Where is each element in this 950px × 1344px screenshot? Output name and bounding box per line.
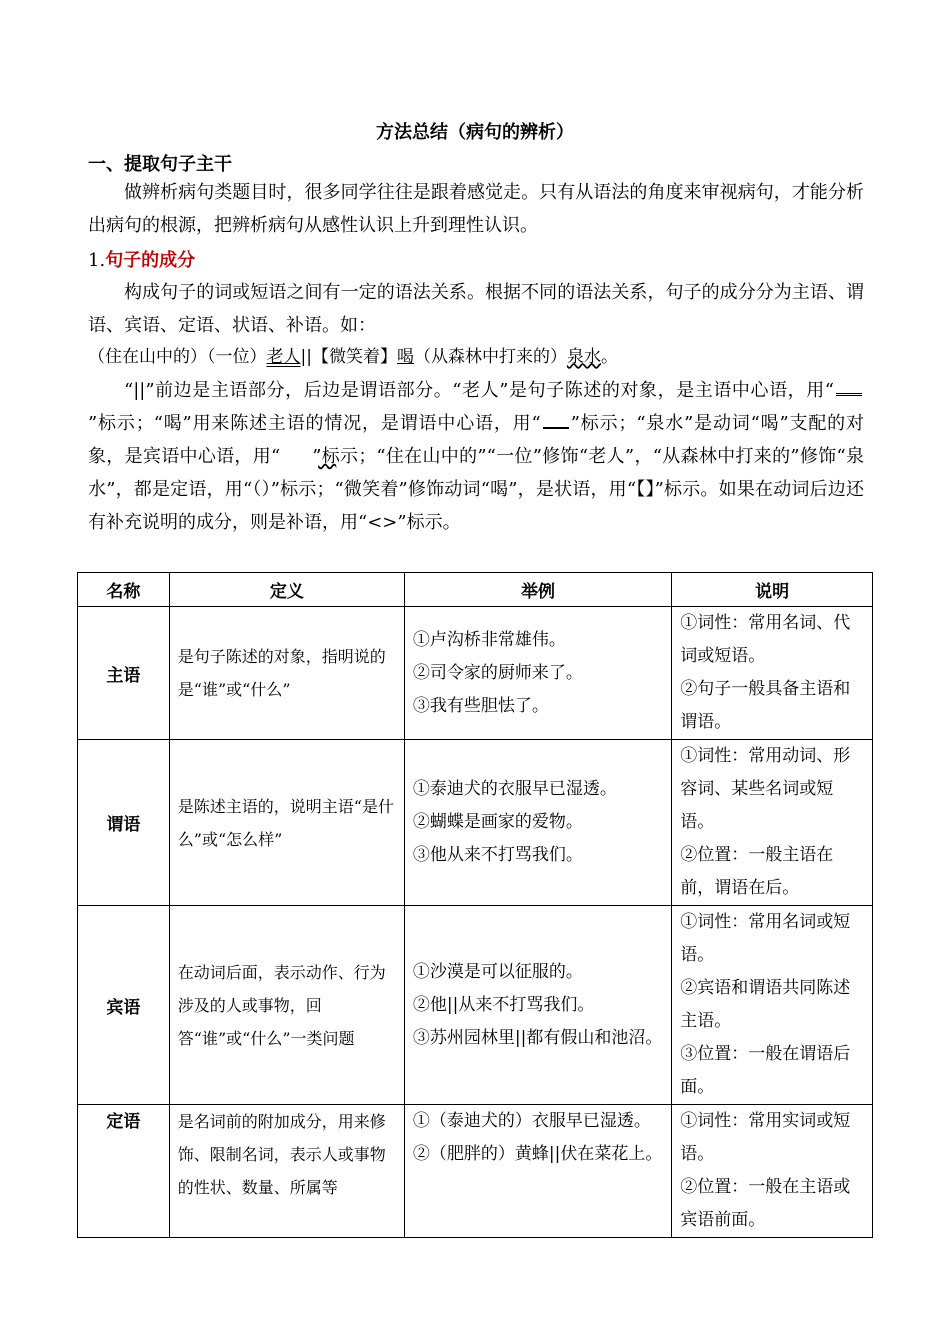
double-underline-mark <box>836 381 862 396</box>
example-line: ②他||从来不打骂我们。 <box>412 994 595 1015</box>
example-adverbial: 【微笑着】 <box>311 347 397 367</box>
example-line: ①泰迪犬的衣服早已湿透。 <box>412 779 617 799</box>
example-line: ②蝴蝶是画家的爱物。 <box>412 812 583 832</box>
explanation-part-2: ”标示；“喝”用来陈述主语的情况，是谓语中心语，用“ <box>88 413 541 434</box>
description-line: ③位置：一般在谓语后面。 <box>680 1044 851 1097</box>
example-line: ②（肥胖的）黄蜂||伏在菜花上。 <box>412 1144 663 1164</box>
example-line: ③我有些胆怯了。 <box>412 695 549 716</box>
row-name: 宾语 <box>78 906 170 1105</box>
row-examples <box>404 906 671 1105</box>
description-line: ①词性：常用实词或短语。 <box>680 1111 851 1164</box>
example-line: ①卢沟桥非常雄伟。 <box>412 629 566 650</box>
example-sentence <box>88 342 618 367</box>
section-heading: 一、提取句子主干 <box>88 154 232 175</box>
row-definition: 是名词前的附加成分，用来修饰、限制名词，表示人或事物的性状、数量、所属等 <box>169 1105 404 1238</box>
subsection-heading <box>88 246 195 272</box>
example-attributes: （住在山中的）（一位） <box>88 347 267 367</box>
table-row <box>78 740 873 906</box>
example-end: 。 <box>600 347 618 367</box>
row-definition: 是句子陈述的对象，指明说的是“谁”或“什么” <box>169 607 404 740</box>
row-name: 谓语 <box>78 740 170 906</box>
explanation-paragraph <box>88 374 864 539</box>
example-line: ③他从来不打骂我们。 <box>412 845 583 865</box>
row-examples <box>404 740 671 906</box>
description-line: ②位置：一般主语在前，谓语在后。 <box>680 845 834 898</box>
sentence-components-table <box>77 572 873 1238</box>
wavy-underline-mark <box>282 440 310 452</box>
table-row <box>78 607 873 740</box>
header-example: 举例 <box>404 573 671 607</box>
single-underline-mark <box>543 415 569 429</box>
example-subject: 老人 <box>266 347 301 367</box>
header-description: 说明 <box>672 573 873 607</box>
explanation-part-3: ”标示；“泉水”是动词“喝”支配的对象，是宾语中心语，用“ <box>88 413 864 467</box>
explanation-part-4: ”标示；“住在山中的”“一位”修饰“老人”，“从森林中打来的”修饰“泉水”，都是定语，用“（）”标示；“微笑着”修饰动词“喝”，是状语，用“【】”标示。如果在动词后边还有补充说明的成分，则是补语，用“<>”标示。 <box>88 446 864 533</box>
subsection-label: 句子的成分 <box>105 250 196 271</box>
description-line: ②句子一般具备主语和谓语。 <box>680 679 851 732</box>
example-object: 泉水 <box>566 347 601 367</box>
example-line: ①沙漠是可以征服的。 <box>412 961 583 982</box>
header-name: 名称 <box>78 573 170 607</box>
example-verb: 喝 <box>396 347 414 367</box>
row-description <box>672 1105 873 1238</box>
row-name: 定语 <box>78 1105 170 1238</box>
header-definition: 定义 <box>169 573 404 607</box>
row-name: 主语 <box>78 607 170 740</box>
description-line: ②宾语和谓语共同陈述主语。 <box>680 978 851 1031</box>
description-line: ①词性：常用动词、形容词、某些名词或短语。 <box>680 746 851 832</box>
table-header-row <box>78 573 873 607</box>
explanation-part-1: “||”前边是主语部分，后边是谓语部分。“老人”是句子陈述的对象，是主语中心语，用“ <box>124 380 834 401</box>
page-title: 方法总结（病句的辨析） <box>376 122 574 143</box>
row-examples <box>404 1105 671 1238</box>
row-description <box>672 906 873 1105</box>
example-line: ①（泰迪犬的）衣服早已湿透。 <box>412 1111 651 1131</box>
subsection-number: 1. <box>88 250 106 271</box>
row-description <box>672 740 873 906</box>
description-line: ①词性：常用名词、代词或短语。 <box>680 613 851 666</box>
table-row <box>78 1105 873 1238</box>
row-definition: 在动词后面，表示动作、行为涉及的人或事物，回答“谁”或“什么”一类问题 <box>169 906 404 1105</box>
row-definition: 是陈述主语的，说明主语“是什么”或“怎么样” <box>169 740 404 906</box>
example-line: ③苏州园林里||都有假山和池沼。 <box>412 1027 663 1048</box>
example-object-attr: （从森林中打来的） <box>413 347 567 367</box>
description-line: ①词性：常用名词或短语。 <box>680 912 851 965</box>
components-paragraph: 构成句子的词或短语之间有一定的语法关系。根据不同的语法关系，句子的成分分为主语、谓语、宾语、定语、状语、补语。如： <box>88 282 864 336</box>
table-row <box>78 906 873 1105</box>
row-description <box>672 607 873 740</box>
row-examples <box>404 607 671 740</box>
example-separator: || <box>300 347 312 367</box>
example-line: ②司令家的厨师来了。 <box>412 662 583 683</box>
description-line: ②位置：一般在主语或宾语前面。 <box>680 1177 851 1230</box>
intro-paragraph: 做辨析病句类题目时，很多同学往往是跟着感觉走。只有从语法的角度来审视病句，才能分析出病句的根源，把辨析病句从感性认识上升到理性认识。 <box>88 182 864 236</box>
